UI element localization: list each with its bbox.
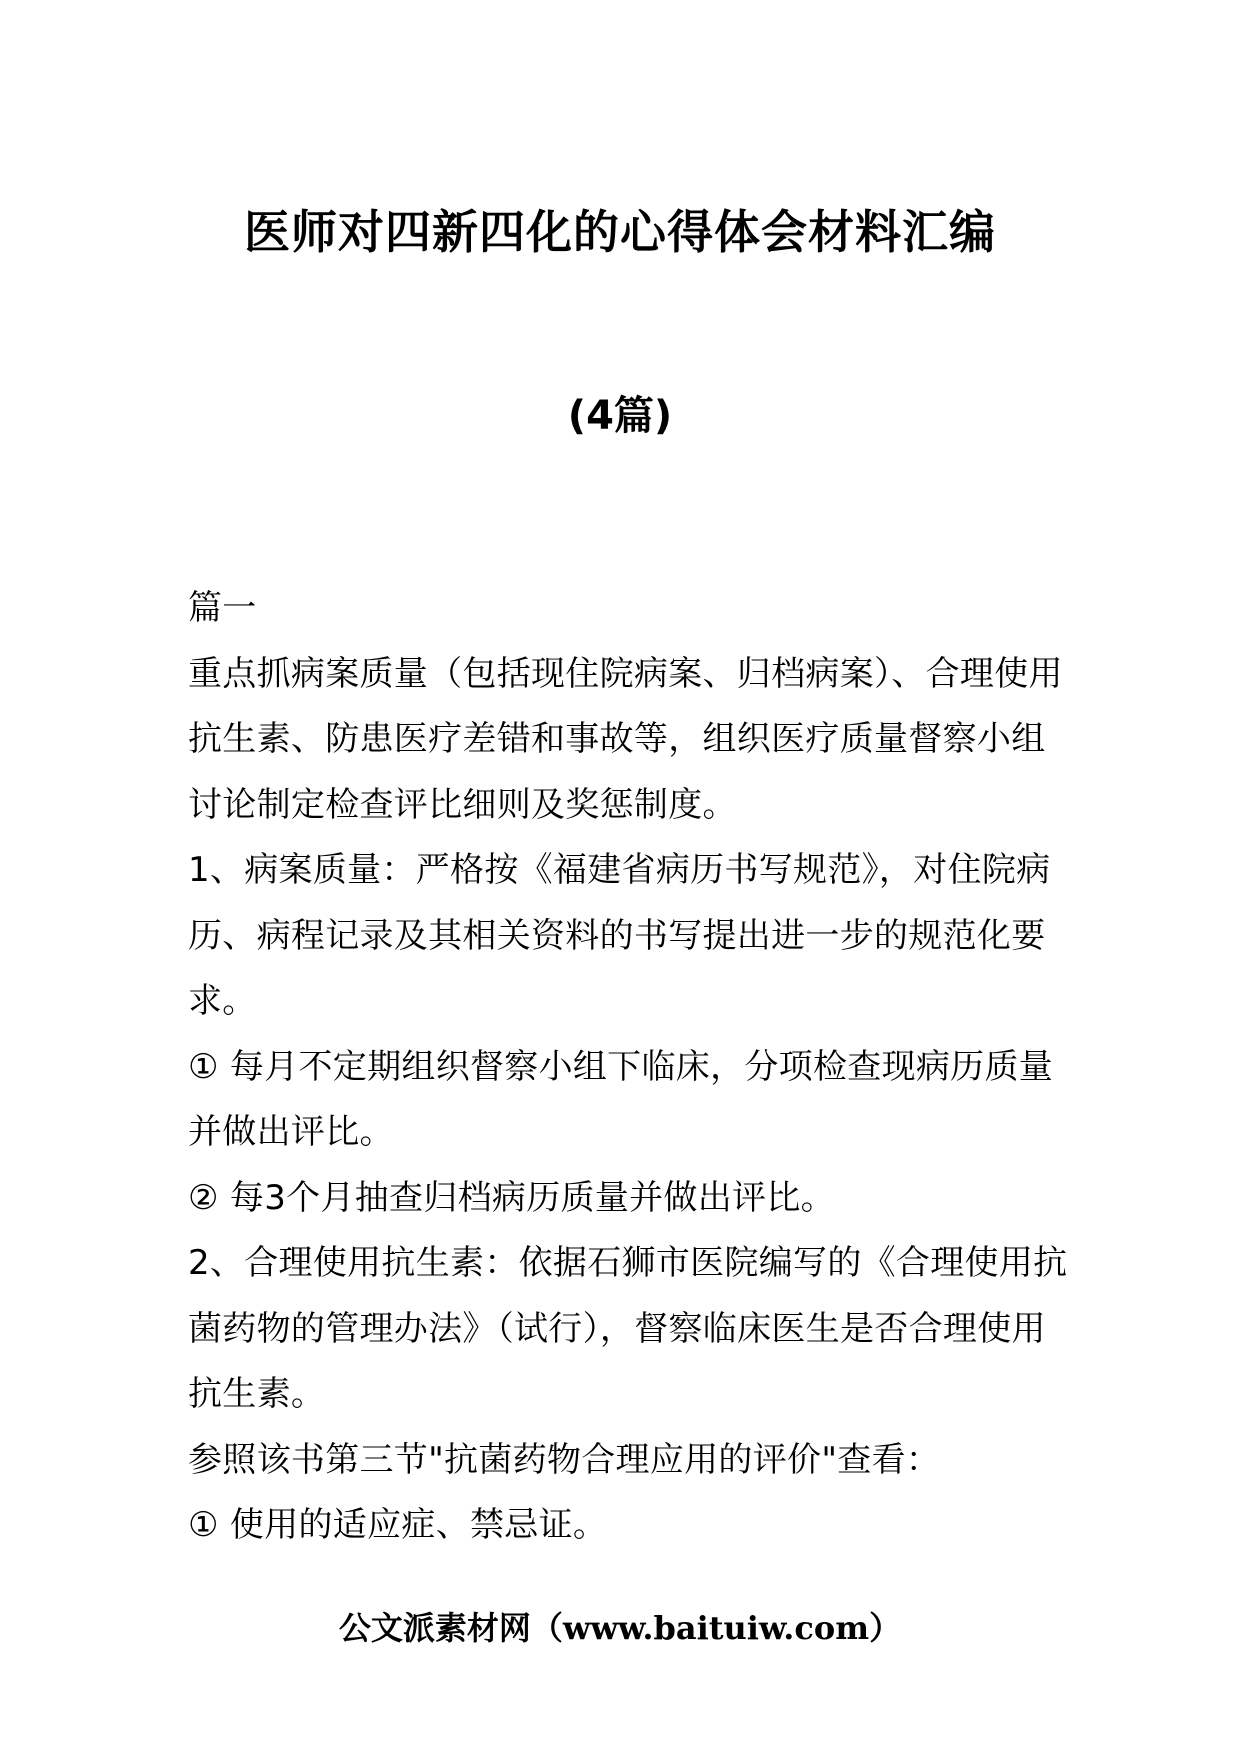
body-paragraph: 1、病案质量：严格按《福建省病历书写规范》，对住院病历、病程记录及其相关资料的书写提出进一步的规范化要求。 xyxy=(188,850,1051,1021)
body-paragraph: ① 每月不定期组织督察小组下临床，分项检查现病历质量并做出评比。 xyxy=(188,1046,1054,1152)
body-paragraph: ① 使用的适应症、禁忌证。 xyxy=(188,1505,608,1545)
body-paragraph: 2、合理使用抗生素：依据石狮市医院编写的《合理使用抗菌药物的管理办法》（试行），督察临床医生是否合理使用抗生素。 xyxy=(188,1243,1068,1414)
body-paragraph: 重点抓病案质量（包括现住院病案、归档病案）、合理使用抗生素、防患医疗差错和事故等，组织医疗质量督察小组讨论制定检查评比细则及奖惩制度。 xyxy=(188,653,1063,825)
document-subtitle: (4篇) xyxy=(567,393,673,439)
body-paragraph: ② 每3个月抽查归档病历质量并做出评比。 xyxy=(188,1177,835,1218)
page-footer: 公文派素材网（www.baituiw.com） xyxy=(338,1609,902,1647)
body-paragraph: 参照该书第三节"抗菌药物合理应用的评价"查看： xyxy=(188,1439,941,1480)
document-body xyxy=(188,576,1068,1559)
document-title: 医师对四新四化的心得体会材料汇编 xyxy=(244,205,996,259)
section-heading: 篇一 xyxy=(188,588,257,628)
